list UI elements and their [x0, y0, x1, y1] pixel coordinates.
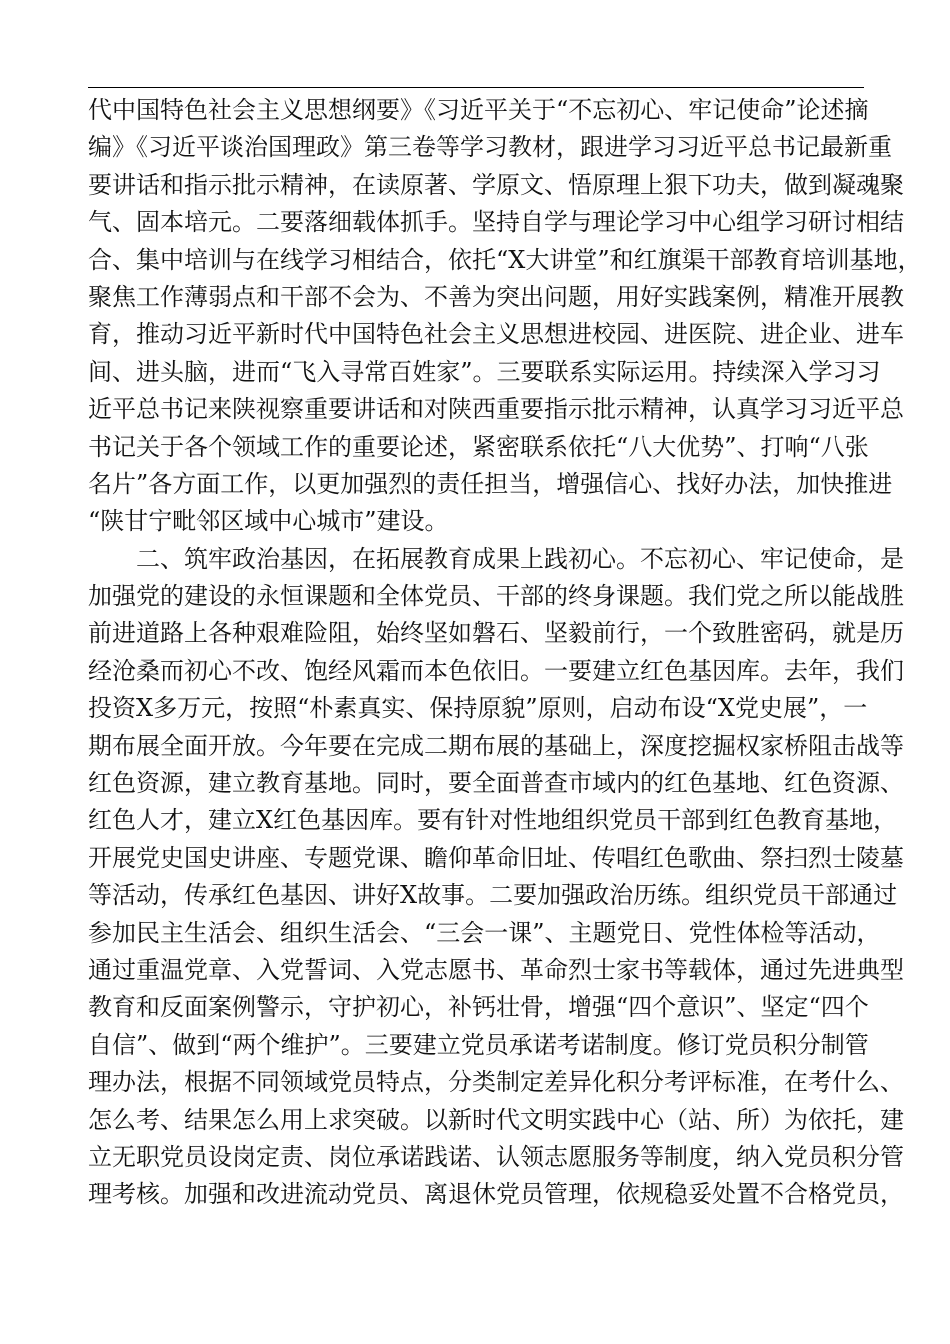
text-line: 理考核。加强和改进流动党员、离退休党员管理，依规稳妥处置不合格党员， [88, 1180, 904, 1209]
text-line: 近平总书记来陕视察重要讲话和对陕西重要指示批示精神，认真学习习近平总 [88, 395, 904, 424]
text-line: 书记关于各个领域工作的重要论述，紧密联系依托“八大优势”、打响“八张 [88, 432, 869, 461]
text-line: 开展党史国史讲座、专题党课、瞻仰革命旧址、传唱红色歌曲、祭扫烈士陵墓 [88, 843, 904, 872]
text-line: 前进道路上各种艰难险阻，始终坚如磐石、坚毅前行，一个致胜密码，就是历 [88, 619, 904, 648]
header-rule [88, 87, 864, 88]
text-line: 间、进头脑，进而“飞入寻常百姓家”。三要联系实际运用。持续深入学习习 [88, 357, 881, 386]
text-line: 编》《习近平谈治国理政》第三卷等学习教材，跟进学习习近平总书记最新重 [88, 133, 892, 162]
text-line: 要讲话和指示批示精神，在读原著、学原文、悟原理上狠下功夫，做到凝魂聚 [88, 170, 904, 199]
text-line: 合、集中培训与在线学习相结合，依托“X大讲堂”和红旗渠干部教育培训基地， [88, 245, 922, 274]
body-text [88, 92, 922, 1214]
paragraph-1 [88, 92, 922, 541]
text-line: 代中国特色社会主义思想纲要》《习近平关于“不忘初心、牢记使命”论述摘 [88, 96, 869, 124]
text-line: 通过重温党章、入党誓词、入党志愿书、革命烈士家书等载体，通过先进典型 [88, 955, 904, 984]
paragraph-2 [88, 541, 904, 1214]
text-line: 加强党的建设的永恒课题和全体党员、干部的终身课题。我们党之所以能战胜 [88, 582, 904, 611]
text-line: 等活动，传承红色基因、讲好X故事。二要加强政治历练。组织党员干部通过 [88, 881, 898, 910]
text-line: 气、固本培元。二要落细载体抓手。坚持自学与理论学习中心组学习研讨相结 [88, 208, 904, 237]
text-line: “陕甘宁毗邻区域中心城市”建设。 [88, 507, 449, 536]
text-line: 怎么考、结果怎么用上求突破。以新时代文明实践中心（站、所）为依托，建 [88, 1105, 904, 1134]
text-line: 红色资源，建立教育基地。同时，要全面普查市域内的红色基地、红色资源、 [88, 769, 904, 798]
text-line: 期布展全面开放。今年要在完成二期布展的基础上，深度挖掘权家桥阻击战等 [88, 731, 904, 760]
text-line: 自信”、做到“两个维护”。三要建立党员承诺考诺制度。修订党员积分制管 [88, 1030, 869, 1059]
text-line: 聚焦工作薄弱点和干部不会为、不善为突出问题，用好实践案例，精准开展教 [88, 282, 904, 311]
text-line: 二、筑牢政治基因，在拓展教育成果上践初心。不忘初心、牢记使命，是 [136, 544, 904, 573]
text-line: 育，推动习近平新时代中国特色社会主义思想进校园、进医院、进企业、进车 [88, 320, 904, 349]
text-line: 名片”各方面工作，以更加强烈的责任担当，增强信心、找好办法，加快推进 [88, 469, 893, 498]
text-line: 教育和反面案例警示，守护初心，补钙壮骨，增强“四个意识”、坚定“四个 [88, 993, 869, 1022]
text-line: 参加民主生活会、组织生活会、“三会一课”、主题党日、党性体检等活动， [88, 918, 881, 947]
text-line: 红色人才，建立X红色基因库。要有针对性地组织党员干部到红色教育基地， [88, 806, 898, 835]
text-line: 投资X多万元，按照“朴素真实、保持原貌”原则，启动布设“X党史展”，一 [88, 694, 868, 723]
text-line: 立无职党员设岗定责、岗位承诺践诺、认领志愿服务等制度，纳入党员积分管 [88, 1142, 904, 1171]
text-line: 经沧桑而初心不改、饱经风霜而本色依旧。一要建立红色基因库。去年，我们 [88, 656, 904, 685]
text-line: 理办法，根据不同领域党员特点，分类制定差异化积分考评标准，在考什么、 [88, 1068, 904, 1097]
